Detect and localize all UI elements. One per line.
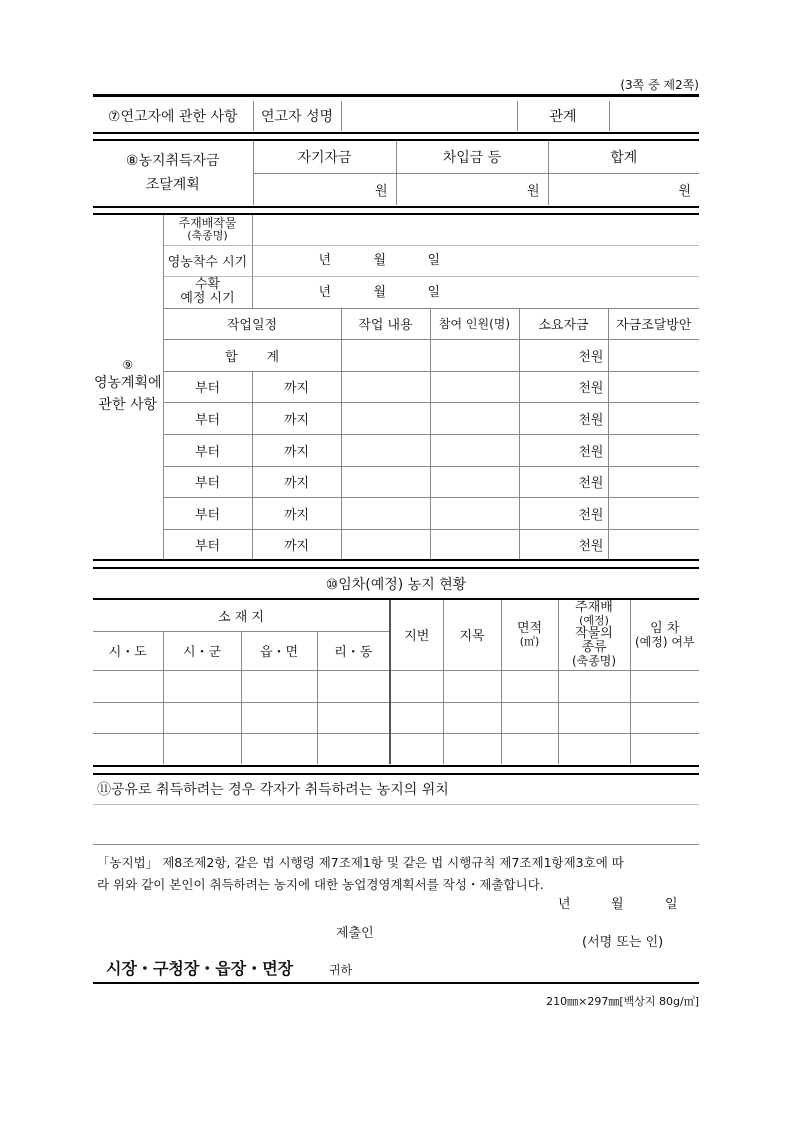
schedule-row <box>93 529 699 560</box>
schedule-row <box>93 497 699 529</box>
to-label: 까지 <box>283 412 310 428</box>
section9-bottom-rule <box>93 559 699 561</box>
city-cell[interactable] <box>163 733 241 764</box>
thousand-won-unit: 천원 <box>578 507 604 523</box>
crop-type-header-5: (축종명) <box>571 654 617 669</box>
total-label-1: 합 <box>224 349 238 365</box>
crop-type-header-3: 작물의 <box>575 626 613 642</box>
thousand-won-unit: 천원 <box>578 381 604 396</box>
work-content-cell[interactable] <box>341 529 430 560</box>
section9-number: ⑨ <box>122 358 134 372</box>
section10-top-rule <box>93 567 699 569</box>
land-category-cell[interactable] <box>443 702 501 733</box>
total-funds[interactable] <box>519 339 608 371</box>
own-funds-field[interactable] <box>253 173 396 205</box>
date-day: 일 <box>665 897 678 912</box>
crop-type-cell[interactable] <box>558 702 630 733</box>
from-cell[interactable] <box>163 402 252 434</box>
from-label: 부터 <box>194 507 221 523</box>
year-label: 년 <box>318 284 332 300</box>
total-label-2: 계 <box>266 349 280 365</box>
section11-divider <box>93 804 699 805</box>
harvest-label <box>163 276 252 308</box>
harvest-label-1: 수확 <box>194 277 221 292</box>
village-cell[interactable] <box>317 670 390 702</box>
from-cell[interactable] <box>163 466 252 497</box>
day-label: 일 <box>427 252 441 268</box>
lease-header-2: (예정) 여부 <box>634 634 695 649</box>
funding-plan-cell[interactable] <box>608 466 699 497</box>
main-crop-label <box>163 215 252 245</box>
loan-field[interactable] <box>396 173 548 205</box>
to-cell[interactable] <box>252 371 341 402</box>
area-header-1: 면적 <box>516 621 543 637</box>
from-label: 부터 <box>194 412 221 428</box>
table-row <box>93 733 699 764</box>
city-cell[interactable] <box>163 702 241 733</box>
work-content-cell[interactable] <box>341 497 430 529</box>
from-cell[interactable] <box>163 529 252 560</box>
table-row <box>93 670 699 702</box>
participants-cell[interactable] <box>430 434 519 466</box>
thousand-won-unit: 천원 <box>578 444 604 460</box>
to-cell[interactable] <box>252 402 341 434</box>
to-cell[interactable] <box>252 466 341 497</box>
total-funding-plan[interactable] <box>608 339 699 371</box>
to-label: 까지 <box>283 539 310 555</box>
farming-start-label: 영농착수 시기 <box>163 245 252 276</box>
relation-field[interactable] <box>609 101 699 131</box>
schedule-header: 작업일정 <box>163 308 341 339</box>
section8-table <box>93 141 699 205</box>
participants-header: 참여 인원(명) <box>430 308 519 339</box>
area-header-2: (㎡) <box>519 635 540 649</box>
to-label: 까지 <box>283 381 310 396</box>
from-label: 부터 <box>194 444 221 460</box>
participants-cell[interactable] <box>430 402 519 434</box>
farming-start-field[interactable] <box>252 245 699 276</box>
town-cell[interactable] <box>241 702 317 733</box>
lease-header-1: 임 차 <box>650 620 680 636</box>
village-cell[interactable] <box>317 702 390 733</box>
lease-cell[interactable] <box>630 733 699 764</box>
to-label: 까지 <box>283 476 310 491</box>
province-cell[interactable] <box>93 733 163 764</box>
to-label: 까지 <box>283 507 310 523</box>
total-field[interactable] <box>548 173 699 205</box>
to-cell[interactable] <box>252 529 341 560</box>
won-unit: 원 <box>374 183 388 199</box>
crop-type-header-1: 주재배 <box>575 600 613 616</box>
day-label: 일 <box>427 284 441 300</box>
funding-plan-cell[interactable] <box>608 497 699 529</box>
declaration-line1: 「농지법」 제8조제2항, 같은 법 시행령 제7조제1항 및 같은 법 시행규칙 제7조제1항제3호에 따 <box>97 855 624 870</box>
schedule-row <box>93 466 699 497</box>
section9-title-line2: 영농계획에 <box>93 375 162 391</box>
main-crop-label-2: (축종명) <box>187 229 228 243</box>
city-header: 시・군 <box>163 631 241 670</box>
participants-cell[interactable] <box>430 529 519 560</box>
funds-cell[interactable] <box>519 497 608 529</box>
section8-title-line1: ⑧농지취득자금 <box>125 153 220 169</box>
section7-table <box>93 101 699 131</box>
section11-title: ⑪공유로 취득하려는 경우 각자가 취득하려는 농지의 위치 <box>97 782 449 798</box>
province-header: 시・도 <box>93 631 163 670</box>
section9-title <box>93 215 163 560</box>
schedule-row <box>93 434 699 466</box>
top-rule <box>93 94 699 97</box>
section10-table <box>93 600 699 764</box>
from-label: 부터 <box>194 476 221 491</box>
own-funds-header: 자기자금 <box>253 141 396 173</box>
date-month: 월 <box>611 897 624 912</box>
town-header: 읍・면 <box>241 631 317 670</box>
work-content-cell[interactable] <box>341 371 430 402</box>
funds-cell[interactable] <box>519 466 608 497</box>
won-unit: 원 <box>678 183 691 199</box>
heir-name-label: 연고자 성명 <box>253 101 341 131</box>
funds-cell[interactable] <box>519 434 608 466</box>
relation-label: 관계 <box>517 101 609 131</box>
thousand-won-unit: 천원 <box>578 349 604 365</box>
funds-cell[interactable] <box>519 371 608 402</box>
section11-bottom-rule <box>93 844 699 845</box>
page-indicator: (3쪽 중 제2쪽) <box>620 78 699 92</box>
crop-type-cell[interactable] <box>558 733 630 764</box>
section8-title-line2: 조달계획 <box>145 177 200 193</box>
section11-top-rule <box>93 773 699 775</box>
funding-plan-cell[interactable] <box>608 529 699 560</box>
heir-name-field[interactable] <box>341 101 517 131</box>
thousand-won-unit: 천원 <box>578 412 604 428</box>
work-content-header: 작업 내용 <box>341 308 430 339</box>
work-content-cell[interactable] <box>341 402 430 434</box>
lot-number-cell[interactable] <box>390 702 443 733</box>
from-label: 부터 <box>194 539 221 555</box>
area-cell[interactable] <box>501 702 558 733</box>
participants-cell[interactable] <box>430 497 519 529</box>
section10-bottom-rule <box>93 765 699 767</box>
year-label: 년 <box>318 252 332 268</box>
crop-type-header-4: 종류 <box>581 640 607 656</box>
lot-number-cell[interactable] <box>390 670 443 702</box>
table-row <box>93 702 699 733</box>
thousand-won-unit: 천원 <box>578 539 604 555</box>
area-header <box>501 600 558 670</box>
land-category-header: 지목 <box>443 600 501 670</box>
funding-plan-header: 자금조달방안 <box>608 308 699 339</box>
town-cell[interactable] <box>241 670 317 702</box>
declaration-line2: 라 위와 같이 본인이 취득하려는 농지에 대한 농업경영계획서를 작성・제출합니다. <box>97 877 544 892</box>
from-label: 부터 <box>194 381 221 396</box>
harvest-field[interactable] <box>252 276 699 308</box>
area-cell[interactable] <box>501 670 558 702</box>
funding-plan-cell[interactable] <box>608 434 699 466</box>
section8-bottom-rule <box>93 206 699 208</box>
submitter-label: 제출인 <box>336 926 374 941</box>
section7-title: ⑦연고자에 관한 사항 <box>93 101 253 131</box>
work-content-cell[interactable] <box>341 466 430 497</box>
total-work-content[interactable] <box>341 339 430 371</box>
village-header: 리・동 <box>317 631 390 670</box>
lot-number-cell[interactable] <box>390 733 443 764</box>
to-cell[interactable] <box>252 434 341 466</box>
lease-header <box>630 600 699 670</box>
funding-plan-cell[interactable] <box>608 371 699 402</box>
section9-table <box>93 215 699 560</box>
total-row-label <box>163 339 341 371</box>
province-cell[interactable] <box>93 670 163 702</box>
month-label: 월 <box>373 252 387 268</box>
province-cell[interactable] <box>93 702 163 733</box>
lot-number-header: 지번 <box>390 600 443 670</box>
thousand-won-unit: 천원 <box>578 476 604 491</box>
schedule-row <box>93 371 699 402</box>
participants-cell[interactable] <box>430 371 519 402</box>
schedule-row <box>93 402 699 434</box>
village-cell[interactable] <box>317 733 390 764</box>
crop-type-cell[interactable] <box>558 670 630 702</box>
from-cell[interactable] <box>163 434 252 466</box>
town-cell[interactable] <box>241 733 317 764</box>
section9-title-line3: 관한 사항 <box>98 397 158 413</box>
area-cell[interactable] <box>501 733 558 764</box>
paper-spec-footer: 210㎜×297㎜[백상지 80g/㎡] <box>546 995 699 1008</box>
land-category-cell[interactable] <box>443 733 501 764</box>
crop-type-header-2: (예정) <box>579 614 609 628</box>
to-label: 까지 <box>283 444 310 460</box>
crop-type-header <box>558 600 630 670</box>
lease-cell[interactable] <box>630 702 699 733</box>
total-participants[interactable] <box>430 339 519 371</box>
section7-bottom-rule <box>93 132 699 134</box>
addressee: 시장・구청장・읍장・면장 <box>106 959 294 978</box>
total-header: 합계 <box>548 141 699 173</box>
won-unit: 원 <box>526 183 540 199</box>
main-crop-label-1: 주재배작물 <box>178 216 237 231</box>
required-funds-header: 소요자금 <box>519 308 608 339</box>
month-label: 월 <box>373 284 387 300</box>
bottom-rule <box>93 982 699 984</box>
signature-label[interactable]: (서명 또는 인) <box>582 935 664 950</box>
work-content-cell[interactable] <box>341 434 430 466</box>
from-cell[interactable] <box>163 371 252 402</box>
to-cell[interactable] <box>252 497 341 529</box>
location-header: 소 재 지 <box>93 600 390 631</box>
main-crop-field[interactable] <box>252 215 699 245</box>
funds-cell[interactable] <box>519 402 608 434</box>
participants-cell[interactable] <box>430 466 519 497</box>
section11-field[interactable] <box>93 806 699 844</box>
funds-cell[interactable] <box>519 529 608 560</box>
funding-plan-cell[interactable] <box>608 402 699 434</box>
city-cell[interactable] <box>163 670 241 702</box>
land-category-cell[interactable] <box>443 670 501 702</box>
harvest-label-2: 예정 시기 <box>180 291 235 306</box>
from-cell[interactable] <box>163 497 252 529</box>
section8-title <box>93 141 253 205</box>
loan-header: 차입금 등 <box>396 141 548 173</box>
honorific: 귀하 <box>329 963 353 977</box>
date-year: 년 <box>558 897 571 912</box>
section10-title: ⑩임차(예정) 농지 현황 <box>325 577 467 593</box>
lease-cell[interactable] <box>630 670 699 702</box>
